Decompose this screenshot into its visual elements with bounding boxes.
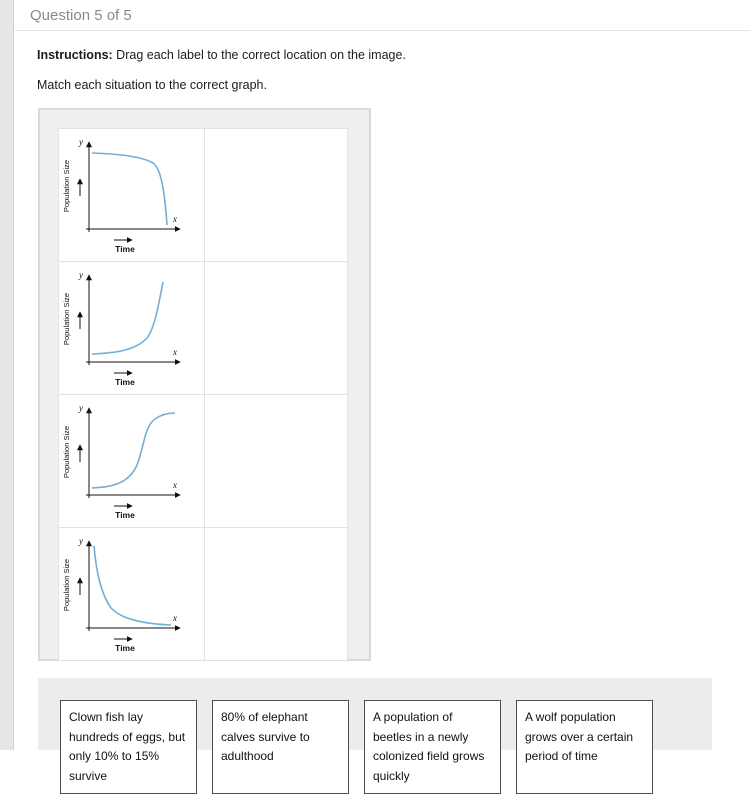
graph-drop-zone-1[interactable] xyxy=(205,129,348,262)
graph-2 xyxy=(59,262,205,395)
y-var-label: y xyxy=(79,536,83,546)
y-var-label: y xyxy=(79,137,83,147)
graph-drop-zone-2[interactable] xyxy=(205,262,348,395)
x-axis-label: Time xyxy=(115,510,135,520)
graph-drop-zone-3[interactable] xyxy=(205,395,348,528)
match-prompt: Match each situation to the correct graph. xyxy=(37,78,267,92)
graph-4 xyxy=(59,528,205,661)
curve-logistic-growth xyxy=(92,413,175,488)
label-card-elephant[interactable]: 80% of elephant calves survive to adulthood xyxy=(212,700,349,794)
label-card-wolf[interactable]: A wolf population grows over a certain period of time xyxy=(516,700,653,794)
instructions-line xyxy=(37,48,406,62)
instructions-label: Instructions: xyxy=(37,48,113,62)
x-axis-label: Time xyxy=(115,377,135,387)
graph-3 xyxy=(59,395,205,528)
graph-row-3 xyxy=(59,395,348,528)
y-var-label: y xyxy=(79,403,83,413)
question-title: Question 5 of 5 xyxy=(30,6,132,24)
y-axis-label: Population Size xyxy=(62,425,71,479)
x-var-label: x xyxy=(173,214,177,224)
x-axis-label: Time xyxy=(115,643,135,653)
graph-row-1 xyxy=(59,129,348,262)
y-axis-label: Population Size xyxy=(62,159,71,213)
graph-row-2 xyxy=(59,262,348,395)
graph-1 xyxy=(59,129,205,262)
y-axis-label: Population Size xyxy=(62,558,71,612)
x-axis-label: Time xyxy=(115,244,135,254)
graph-table xyxy=(58,128,348,661)
curve-exponential-growth xyxy=(92,282,163,354)
left-scroll-strip[interactable] xyxy=(0,0,14,750)
label-card-beetles[interactable]: A population of beetles in a newly colonized field grows quickly xyxy=(364,700,501,794)
x-var-label: x xyxy=(173,480,177,490)
curve-crash xyxy=(92,153,167,225)
label-card-clown-fish[interactable]: Clown fish lay hundreds of eggs, but only 10% to 15% survive xyxy=(60,700,197,794)
y-axis-label: Population Size xyxy=(62,292,71,346)
y-var-label: y xyxy=(79,270,83,280)
draggable-labels-panel xyxy=(38,678,712,783)
instructions-text: Drag each label to the correct location on the image. xyxy=(112,48,406,62)
x-var-label: x xyxy=(173,347,177,357)
curve-exponential-decay xyxy=(94,546,171,625)
graph-drop-zone-4[interactable] xyxy=(205,528,348,661)
question-header xyxy=(15,0,750,31)
x-var-label: x xyxy=(173,613,177,623)
graph-panel xyxy=(38,108,371,661)
graph-row-4 xyxy=(59,528,348,661)
